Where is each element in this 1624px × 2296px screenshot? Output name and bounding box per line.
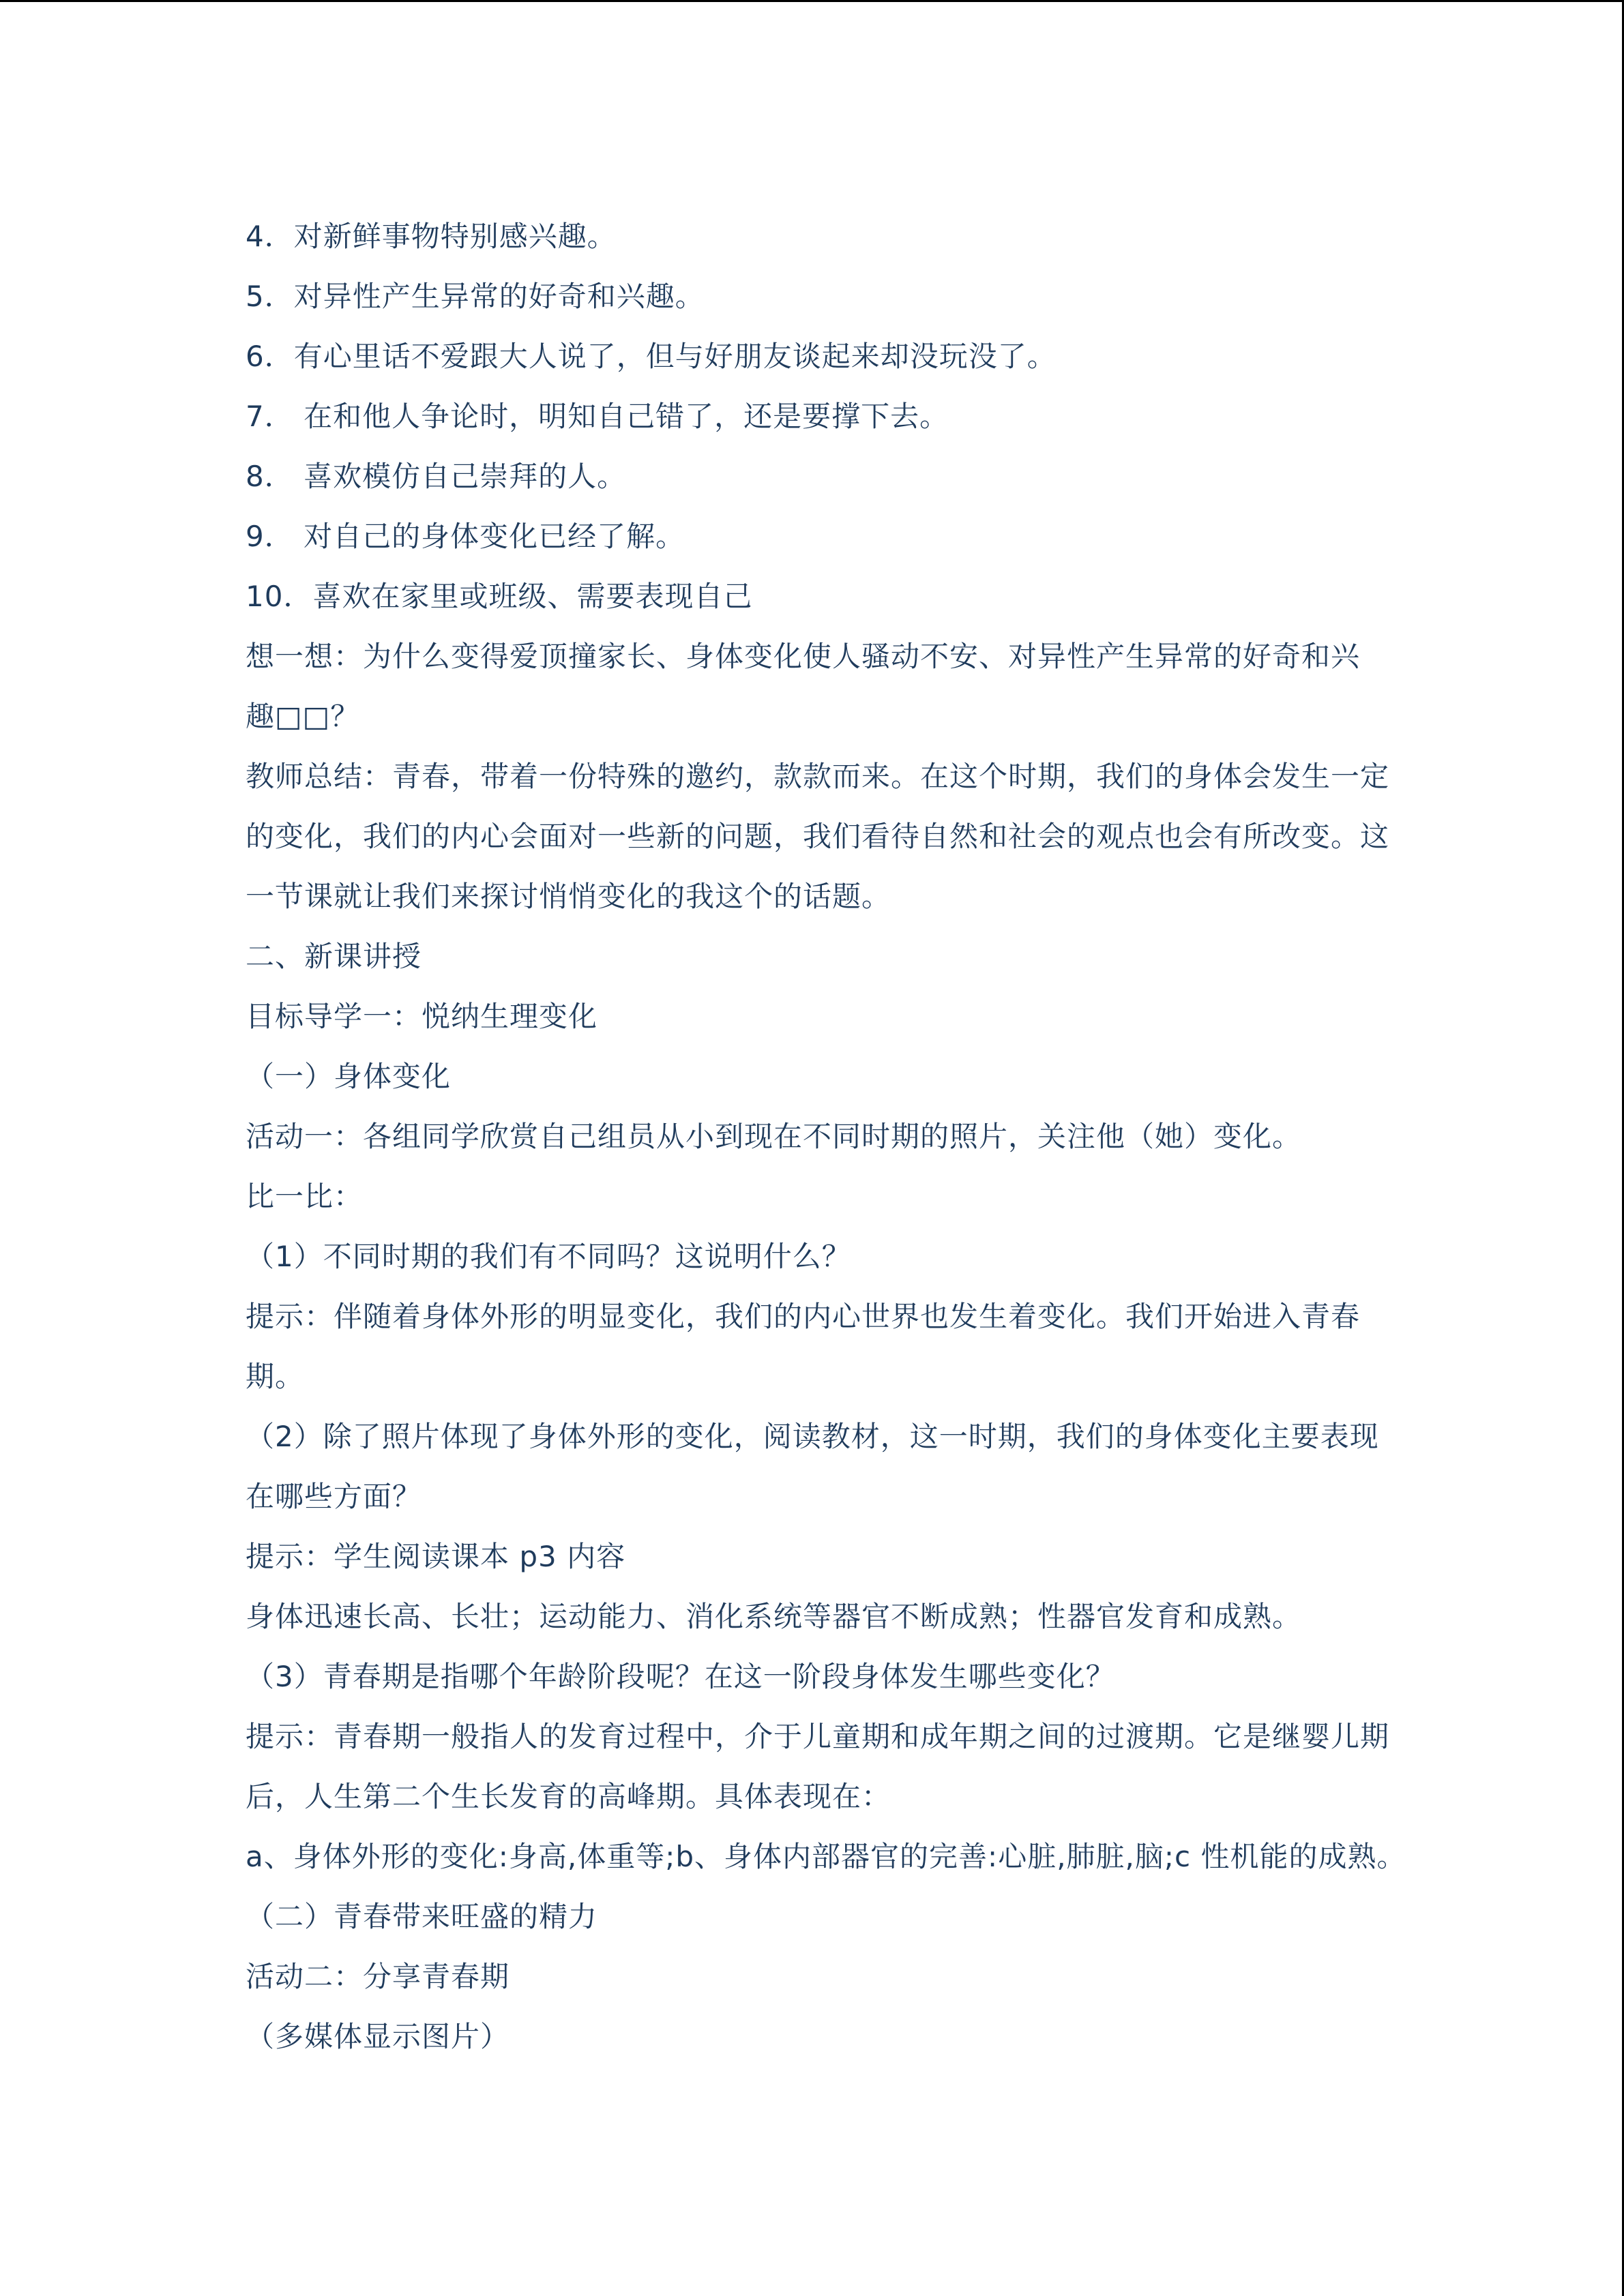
goal-heading: 目标导学一：悦纳生理变化: [246, 1000, 598, 1033]
activity-one: 活动一：各组同学欣赏自己组员从小到现在不同时期的照片，关注他（她）变化。: [246, 1120, 1302, 1153]
think-prompt-line-1: 想一想：为什么变得爱顶撞家长、身体变化使人骚动不安、对异性产生异常的好奇和兴: [246, 640, 1361, 673]
activity-two: 活动二：分享青春期: [246, 1960, 510, 1993]
hint-3-line-2: 后，人生第二个生长发育的高峰期。具体表现在：: [246, 1780, 891, 1813]
list-item-9: 9． 对自己的身体变化已经了解。: [246, 520, 685, 553]
list-item-6: 6．有心里话不爱跟大人说了，但与好朋友谈起来却没玩没了。: [246, 340, 1057, 373]
question-1: （1）不同时期的我们有不同吗？这说明什么？: [246, 1240, 851, 1273]
hint-3-line-3: a、身体外形的变化:身高,体重等;b、身体内部器官的完善:心脏,肺脏,脑;c 性机能的成熟。: [246, 1840, 1406, 1873]
list-item-7: 7． 在和他人争论时，明知自己错了，还是要撑下去。: [246, 400, 949, 433]
compare-label: 比一比：: [246, 1180, 364, 1213]
list-item-8: 8． 喜欢模仿自己崇拜的人。: [246, 460, 627, 493]
list-item-4: 4．对新鲜事物特别感兴趣。: [246, 220, 617, 253]
question-2-line-1: （2）除了照片体现了身体外形的变化，阅读教材，这一时期，我们的身体变化主要表现: [246, 1420, 1379, 1453]
teacher-summary-line-1: 教师总结：青春，带着一份特殊的邀约，款款而来。在这个时期，我们的身体会发生一定: [246, 760, 1390, 793]
answer-2: 身体迅速长高、长壮；运动能力、消化系统等器官不断成熟；性器官发育和成熟。: [246, 1600, 1302, 1633]
think-prompt-line-2: 趣□□？: [246, 700, 360, 733]
teacher-summary-line-2: 的变化，我们的内心会面对一些新的问题，我们看待自然和社会的观点也会有所改变。这: [246, 820, 1390, 853]
hint-2: 提示：学生阅读课本 p3 内容: [246, 1540, 626, 1573]
list-item-5: 5．对异性产生异常的好奇和兴趣。: [246, 280, 705, 313]
subsection-heading-1: （一）身体变化: [246, 1060, 452, 1093]
section-heading: 二、新课讲授: [246, 940, 422, 973]
hint-1-line-2: 期。: [246, 1360, 305, 1393]
subsection-heading-2: （二）青春带来旺盛的精力: [246, 1900, 598, 1933]
teacher-summary-line-3: 一节课就让我们来探讨悄悄变化的我这个的话题。: [246, 880, 891, 913]
hint-1-line-1: 提示：伴随着身体外形的明显变化，我们的内心世界也发生着变化。我们开始进入青春: [246, 1300, 1361, 1333]
hint-3-line-1: 提示：青春期一般指人的发育过程中，介于儿童期和成年期之间的过渡期。它是继婴儿期: [246, 1720, 1390, 1753]
multimedia-note: （多媒体显示图片）: [246, 2020, 510, 2053]
list-item-10: 10．喜欢在家里或班级、需要表现自己: [246, 580, 753, 613]
document-body: [246, 207, 1406, 2067]
question-2-line-2: 在哪些方面？: [246, 1480, 422, 1513]
question-3: （3）青春期是指哪个年龄阶段呢？在这一阶段身体发生哪些变化？: [246, 1660, 1115, 1693]
